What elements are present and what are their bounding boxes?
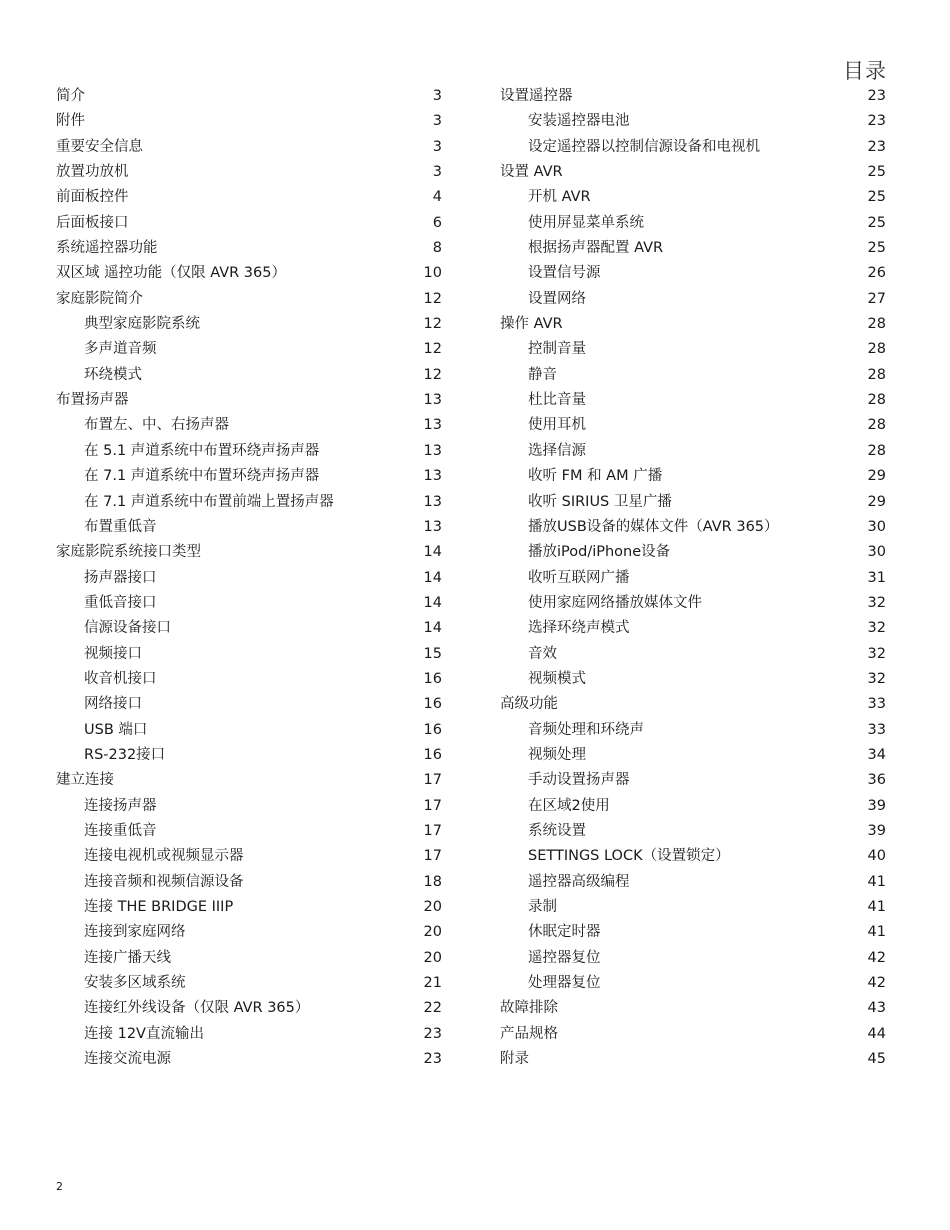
toc-entry-title: 连接交流电源 — [84, 1051, 171, 1068]
toc-entry[interactable] — [56, 312, 442, 337]
toc-entry-title: 前面板控件 — [56, 189, 129, 206]
toc-entry[interactable] — [500, 261, 886, 286]
toc-entry[interactable] — [500, 642, 886, 667]
toc-entry[interactable] — [500, 312, 886, 337]
toc-entry-page: 25 — [867, 240, 886, 257]
toc-entry[interactable] — [500, 388, 886, 413]
toc-entry[interactable] — [500, 870, 886, 895]
toc-entry[interactable] — [500, 946, 886, 971]
toc-entry[interactable] — [56, 566, 442, 591]
toc-entry[interactable] — [56, 946, 442, 971]
toc-entry-page: 17 — [423, 848, 442, 865]
toc-entry-title: 家庭影院系统接口类型 — [56, 544, 201, 561]
toc-entry-page: 16 — [423, 721, 442, 738]
toc-entry-title: 使用屏显菜单系统 — [528, 214, 644, 231]
toc-entry[interactable] — [56, 388, 442, 413]
toc-entry[interactable] — [56, 363, 442, 388]
toc-entry-page: 21 — [423, 975, 442, 992]
toc-entry-title: 布置扬声器 — [56, 392, 129, 409]
toc-entry-page: 25 — [867, 189, 886, 206]
toc-entry[interactable] — [500, 971, 886, 996]
toc-entry-page: 23 — [423, 1051, 442, 1068]
toc-entry[interactable] — [500, 84, 886, 109]
toc-entry[interactable] — [500, 566, 886, 591]
toc-entry-page: 15 — [423, 645, 442, 662]
toc-entry[interactable] — [56, 1022, 442, 1047]
toc-entry-page: 12 — [423, 316, 442, 333]
toc-entry-page: 31 — [867, 569, 886, 586]
toc-entry[interactable] — [56, 844, 442, 869]
toc-entry-title: 设置信号源 — [528, 265, 601, 282]
toc-entry-page: 28 — [867, 366, 886, 383]
toc-entry-title: 控制音量 — [528, 341, 586, 358]
toc-heading: 目录 — [843, 59, 887, 83]
toc-entry-title: 后面板接口 — [56, 214, 129, 231]
toc-entry-page: 10 — [423, 265, 442, 282]
toc-entry-page: 23 — [867, 138, 886, 155]
toc-entry[interactable] — [500, 109, 886, 134]
toc-entry-page: 32 — [867, 594, 886, 611]
toc-entry-title: 音效 — [528, 645, 557, 662]
toc-entry-page: 23 — [867, 88, 886, 104]
toc-entry[interactable] — [500, 1022, 886, 1047]
toc-entry[interactable] — [56, 236, 442, 261]
toc-entry[interactable] — [500, 996, 886, 1021]
toc-entry-page: 17 — [423, 772, 442, 789]
toc-entry-title: 在区域2使用 — [528, 797, 610, 814]
toc-entry-title: 静音 — [528, 366, 557, 383]
toc-entry[interactable] — [56, 591, 442, 616]
toc-entry-title: 连接红外线设备（仅限 AVR 365） — [84, 1000, 310, 1017]
toc-entry[interactable] — [56, 439, 442, 464]
toc-entry-title: 典型家庭影院系统 — [84, 316, 200, 333]
toc-entry[interactable] — [56, 616, 442, 641]
toc-entry-page: 3 — [432, 164, 442, 181]
toc-entry-page: 25 — [867, 214, 886, 231]
toc-entry-page: 4 — [432, 189, 442, 206]
toc-entry-page: 8 — [432, 240, 442, 257]
toc-entry[interactable] — [56, 718, 442, 743]
toc-entry[interactable] — [500, 363, 886, 388]
toc-entry[interactable] — [500, 794, 886, 819]
toc-entry[interactable] — [500, 667, 886, 692]
toc-entry-page: 39 — [867, 797, 886, 814]
toc-entry-title: 播放USB设备的媒体文件（AVR 365） — [528, 518, 779, 535]
toc-entry-title: 选择信源 — [528, 442, 586, 459]
toc-entry[interactable] — [56, 287, 442, 312]
toc-entry-title: 设置网络 — [528, 290, 586, 307]
toc-entry[interactable] — [56, 642, 442, 667]
toc-entry-page: 20 — [423, 924, 442, 941]
toc-entry-title: 连接音频和视频信源设备 — [84, 873, 244, 890]
toc-entry-title: 音频处理和环绕声 — [528, 721, 644, 738]
toc-right-column — [500, 84, 886, 1072]
toc-entry-title: SETTINGS LOCK（设置锁定） — [528, 848, 730, 865]
toc-entry-page: 16 — [423, 746, 442, 763]
toc-entry[interactable] — [56, 109, 442, 134]
toc-entry-title: 遥控器复位 — [528, 949, 601, 966]
toc-entry-page: 14 — [423, 544, 442, 561]
toc-entry-title: 建立连接 — [56, 772, 114, 789]
toc-entry[interactable] — [56, 895, 442, 920]
toc-entry-title: 收听 FM 和 AM 广播 — [528, 468, 663, 485]
toc-entry-page: 39 — [867, 822, 886, 839]
toc-entry-page: 16 — [423, 696, 442, 713]
toc-entry-title: 环绕模式 — [84, 366, 142, 383]
toc-entry-page: 22 — [423, 1000, 442, 1017]
toc-entry-page: 16 — [423, 670, 442, 687]
toc-entry[interactable] — [500, 718, 886, 743]
toc-entry-page: 30 — [867, 544, 886, 561]
toc-entry-title: 安装遥控器电池 — [528, 113, 630, 130]
toc-entry-page: 36 — [867, 772, 886, 789]
toc-entry-title: 重低音接口 — [84, 594, 157, 611]
toc-entry[interactable] — [56, 211, 442, 236]
toc-entry-page: 40 — [867, 848, 886, 865]
toc-entry[interactable] — [500, 135, 886, 160]
toc-entry[interactable] — [500, 743, 886, 768]
toc-entry-page: 23 — [867, 113, 886, 130]
toc-entry-title: 在 7.1 声道系统中布置环绕声扬声器 — [84, 468, 320, 485]
toc-entry-title: USB 端口 — [84, 721, 148, 738]
toc-entry[interactable] — [500, 515, 886, 540]
toc-entry-page: 13 — [423, 442, 442, 459]
toc-entry-page: 45 — [867, 1051, 886, 1068]
toc-entry[interactable] — [500, 490, 886, 515]
toc-entry-page: 13 — [423, 493, 442, 510]
toc-entry-page: 28 — [867, 417, 886, 434]
toc-entry-title: 选择环绕声模式 — [528, 620, 630, 637]
toc-entry-title: 收音机接口 — [84, 670, 157, 687]
toc-entry-page: 14 — [423, 594, 442, 611]
toc-entry-page: 13 — [423, 392, 442, 409]
toc-entry-page: 30 — [867, 518, 886, 535]
toc-entry-title: 安装多区域系统 — [84, 975, 186, 992]
toc-entry-title: 连接重低音 — [84, 822, 157, 839]
toc-entry-page: 17 — [423, 822, 442, 839]
toc-entry-title: 扬声器接口 — [84, 569, 157, 586]
toc-entry-page: 27 — [867, 290, 886, 307]
toc-entry-title: 放置功放机 — [56, 164, 129, 181]
toc-entry-title: 使用耳机 — [528, 417, 586, 434]
toc-entry[interactable] — [56, 185, 442, 210]
toc-entry-page: 20 — [423, 899, 442, 915]
toc-entry-title: 系统遥控器功能 — [56, 240, 158, 257]
toc-entry-title: 连接 THE BRIDGE IIIP — [84, 899, 234, 915]
toc-entry-title: 信源设备接口 — [84, 620, 171, 637]
toc-entry[interactable] — [500, 920, 886, 945]
toc-entry-page: 3 — [432, 138, 442, 155]
toc-entry[interactable] — [56, 160, 442, 185]
toc-entry-title: 收听互联网广播 — [528, 569, 630, 586]
toc-entry-title: 设置遥控器 — [500, 88, 573, 104]
toc-entry-page: 14 — [423, 569, 442, 586]
toc-entry-page: 3 — [432, 88, 442, 104]
toc-entry-page: 28 — [867, 392, 886, 409]
toc-entry-page: 41 — [867, 924, 886, 941]
toc-entry[interactable] — [56, 819, 442, 844]
toc-entry-page: 26 — [867, 265, 886, 282]
toc-entry-title: 系统设置 — [528, 822, 586, 839]
toc-entry-page: 13 — [423, 417, 442, 434]
toc-entry[interactable] — [500, 211, 886, 236]
toc-entry[interactable] — [500, 439, 886, 464]
toc-entry[interactable] — [500, 287, 886, 312]
toc-entry[interactable] — [56, 870, 442, 895]
toc-entry[interactable] — [56, 743, 442, 768]
toc-entry-title: 家庭影院简介 — [56, 290, 143, 307]
toc-entry[interactable] — [56, 971, 442, 996]
toc-entry-page: 28 — [867, 442, 886, 459]
toc-entry-title: 连接广播天线 — [84, 949, 171, 966]
toc-entry-page: 42 — [867, 949, 886, 966]
toc-entry[interactable] — [56, 337, 442, 362]
toc-entry-title: 播放iPod/iPhone设备 — [528, 544, 671, 561]
toc-entry-page: 41 — [867, 873, 886, 890]
toc-entry-page: 34 — [867, 746, 886, 763]
toc-entry-title: 录制 — [528, 899, 557, 915]
toc-entry-title: 设置 AVR — [500, 164, 563, 181]
toc-entry-page: 18 — [423, 873, 442, 890]
toc-entry-title: 收听 SIRIUS 卫星广播 — [528, 493, 672, 510]
toc-entry[interactable] — [56, 464, 442, 489]
toc-entry-title: 在 5.1 声道系统中布置环绕声扬声器 — [84, 442, 320, 459]
toc-entry-title: 附录 — [500, 1051, 529, 1068]
toc-entry[interactable] — [56, 540, 442, 565]
toc-entry-title: 在 7.1 声道系统中布置前端上置扬声器 — [84, 493, 334, 510]
toc-entry-page: 20 — [423, 949, 442, 966]
toc-entry-page: 41 — [867, 899, 886, 915]
toc-entry[interactable] — [56, 996, 442, 1021]
toc-entry-title: 根据扬声器配置 AVR — [528, 240, 664, 257]
toc-entry[interactable] — [500, 160, 886, 185]
toc-entry-page: 33 — [867, 696, 886, 713]
toc-entry-title: 双区域 遥控功能（仅限 AVR 365） — [56, 265, 286, 282]
toc-entry[interactable] — [56, 135, 442, 160]
toc-entry[interactable] — [500, 413, 886, 438]
toc-entry-page: 3 — [432, 113, 442, 130]
toc-entry-title: 连接到家庭网络 — [84, 924, 186, 941]
toc-entry-title: 处理器复位 — [528, 975, 601, 992]
toc-entry-title: 网络接口 — [84, 696, 142, 713]
toc-entry-page: 13 — [423, 518, 442, 535]
toc-entry-page: 28 — [867, 341, 886, 358]
toc-entry-page: 25 — [867, 164, 886, 181]
toc-entry[interactable] — [56, 490, 442, 515]
toc-entry-title: 开机 AVR — [528, 189, 591, 206]
toc-entry-title: RS-232接口 — [84, 746, 166, 763]
toc-entry-title: 视频模式 — [528, 670, 586, 687]
toc-entry[interactable] — [500, 236, 886, 261]
toc-entry[interactable] — [56, 692, 442, 717]
toc-entry-title: 重要安全信息 — [56, 138, 143, 155]
toc-entry-page: 32 — [867, 645, 886, 662]
toc-entry[interactable] — [500, 844, 886, 869]
toc-entry-title: 附件 — [56, 113, 85, 130]
toc-entry-page: 29 — [867, 493, 886, 510]
toc-entry[interactable] — [500, 819, 886, 844]
toc-entry-page: 12 — [423, 290, 442, 307]
page-number: 2 — [56, 1180, 63, 1193]
toc-entry-title: 高级功能 — [500, 696, 558, 713]
toc-entry-title: 使用家庭网络播放媒体文件 — [528, 594, 702, 611]
toc-entry-page: 13 — [423, 468, 442, 485]
toc-entry-title: 视频处理 — [528, 746, 586, 763]
toc-entry[interactable] — [500, 895, 886, 920]
toc-entry-page: 33 — [867, 721, 886, 738]
toc-entry-title: 设定遥控器以控制信源设备和电视机 — [528, 138, 760, 155]
toc-entry-page: 32 — [867, 670, 886, 687]
toc-entry-title: 手动设置扬声器 — [528, 772, 630, 789]
toc-entry[interactable] — [500, 540, 886, 565]
toc-entry-title: 多声道音频 — [84, 341, 157, 358]
toc-entry-title: 杜比音量 — [528, 392, 586, 409]
toc-entry[interactable] — [500, 591, 886, 616]
toc-entry-title: 布置重低音 — [84, 518, 157, 535]
toc-entry-page: 23 — [423, 1025, 442, 1042]
toc-entry-page: 14 — [423, 620, 442, 637]
toc-entry[interactable] — [56, 84, 442, 109]
toc-entry[interactable] — [56, 768, 442, 793]
toc-entry[interactable] — [56, 261, 442, 286]
toc-entry-page: 17 — [423, 797, 442, 814]
toc-entry[interactable] — [56, 413, 442, 438]
toc-entry[interactable] — [56, 667, 442, 692]
toc-entry-page: 43 — [867, 1000, 886, 1017]
toc-entry[interactable] — [56, 920, 442, 945]
toc-entry-title: 布置左、中、右扬声器 — [84, 417, 229, 434]
toc-entry[interactable] — [56, 515, 442, 540]
toc-entry[interactable] — [500, 616, 886, 641]
toc-entry-page: 29 — [867, 468, 886, 485]
toc-entry-title: 简介 — [56, 88, 85, 104]
toc-entry[interactable] — [500, 185, 886, 210]
toc-entry-title: 休眠定时器 — [528, 924, 601, 941]
toc-entry-page: 6 — [432, 214, 442, 231]
toc-entry-page: 42 — [867, 975, 886, 992]
toc-entry-title: 遥控器高级编程 — [528, 873, 630, 890]
toc-entry-page: 12 — [423, 366, 442, 383]
toc-entry-title: 连接扬声器 — [84, 797, 157, 814]
toc-entry-page: 32 — [867, 620, 886, 637]
toc-entry-title: 产品规格 — [500, 1025, 558, 1042]
toc-entry[interactable] — [500, 337, 886, 362]
toc-entry-title: 操作 AVR — [500, 316, 563, 333]
toc-entry-title: 连接电视机或视频显示器 — [84, 848, 244, 865]
toc-entry[interactable] — [500, 692, 886, 717]
toc-entry[interactable] — [500, 464, 886, 489]
toc-entry[interactable] — [56, 1047, 442, 1072]
toc-entry[interactable] — [500, 768, 886, 793]
toc-entry-title: 连接 12V直流输出 — [84, 1025, 204, 1042]
toc-entry[interactable] — [500, 1047, 886, 1072]
toc-entry-title: 故障排除 — [500, 1000, 558, 1017]
toc-entry-page: 28 — [867, 316, 886, 333]
toc-entry[interactable] — [56, 794, 442, 819]
toc-left-column — [56, 84, 442, 1072]
toc-entry-page: 44 — [867, 1025, 886, 1042]
toc-entry-title: 视频接口 — [84, 645, 142, 662]
toc-entry-page: 12 — [423, 341, 442, 358]
